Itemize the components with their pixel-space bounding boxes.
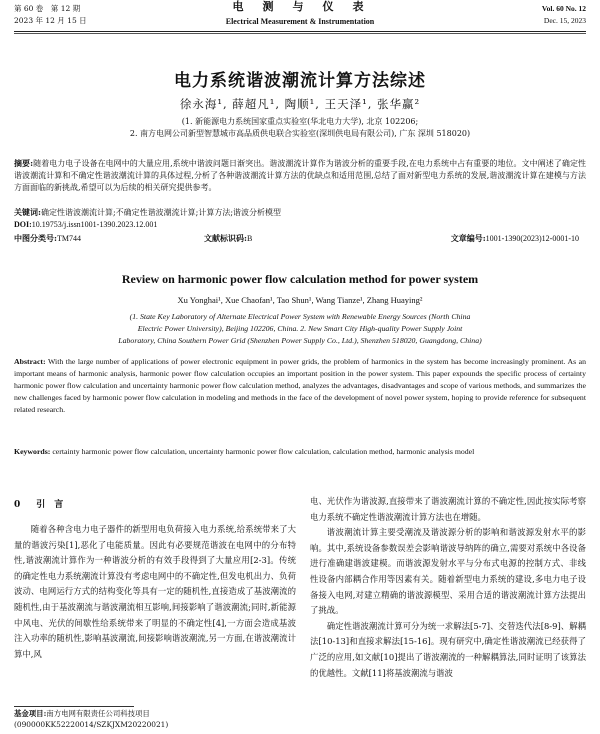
volume-en: Vol. 60 No. 12 [541,4,586,13]
funding-text: 南方电网有限责任公司科技项目(090000KK52220014/SZKJXM20220021) [14,709,169,729]
section-number: 0 [14,500,21,510]
article-number-label: 文章编号: [450,233,486,243]
abstract-en [14,356,586,416]
footnote-rule [14,706,134,707]
body-paragraph: 确定性谐波潮流计算可分为统一求解法[5-7]、交替迭代法[8-9]、解耦法[10-13]和直接求解法[15-16]。现有研究中,确定性谐波潮流已经获得了广泛的应用,如文献[10]提出了谐波潮流的一种解耦算法,同时证明了该算法的优越性。文献[11]将基波潮流与谐波 [310,620,586,678]
date-en: Dec. 15, 2023 [543,16,586,25]
body-paragraph: 随着各种含电力电子器件的新型用电负荷接入电力系统,给系统带来了大量的谐波污染[1],恶化了电能质量。因此有必要规范谐波在电网中的分布特性,谐波潮流计算作为一种谐波分析的有效手段得到了大量应用[2-3]。传统的确定性电力系统潮流计算没有考虑电网中的不确定性,但发电机出力、负荷波动、电网运行方式的结构变化等具有一定的随机性,直接造成了基波潮流的随机性,由于基波潮流与谐波潮流相互影响,间接影响了谐波潮流;同时,新能源中风电、光伏的间歇性给系统带来了明显的不确定性[4],一方面会造成基波注入功率的随机性,影响基波潮流,间接影响谐波潮流,另一方面,在谐波潮流计算中,风 [14,524,296,659]
keywords-cn [14,206,586,219]
clc-label: 中图分类号: [14,233,57,243]
affiliation-en-2: Electric Power University), Beijing 102206, China. 2. New Smart City High-quality Power Supply Joint [137,324,463,333]
header-rule-thin [14,33,586,34]
volume-cn: 第 60 卷 第 12 期 [14,4,81,13]
section-title: 引 言 [36,500,64,510]
doi-label: DOI: [14,220,32,229]
authors-en: Xu Yonghai¹, Xue Chaofan¹, Tao Shun¹, Wang Tianze¹, Zhang Huaying² [177,295,423,305]
journal-name-cn: 电 测 与 仪 表 [232,0,368,13]
abstract-cn [14,157,586,194]
header-rule [14,31,586,32]
body-column-right [310,494,586,681]
clc-value: TM744 [56,234,81,243]
abstract-en-text: With the large number of applications of power electronic equipment in power grids, the problem of harmonics in the system has become increasingly prominent. As an important means of harmonic analysis, harmonic power flow calculation occupies an important position in the power system. This paper expounds the specific process of certainty harmonic power flow calculation and uncertainty harmonic power flow calculation method, analyzes the advantages, disadvantages and scope of various methods, and summarizes the new challenges faced by harmonic power flow calculation in modeling and methods in the face of the development of novel power system, hoping to provide reference for subsequent related research. [14,357,587,414]
paper-title-en: Review on harmonic power flow calculation method for power system [121,272,479,286]
affiliation-cn-1: (1. 新能源电力系统国家重点实验室(华北电力大学), 北京 102206; [181,117,419,126]
funding-label: 基金项目: [14,709,47,718]
abstract-cn-label: 摘要: [14,158,34,168]
doc-code-label: 文献标识码: [204,233,247,243]
keywords-en [14,446,586,458]
affiliation-en-3: Laboratory, China Southern Power Grid (Shenzhen Power Supply Co., Ltd.), Shenzhen 518020, Guangdong, China) [118,336,482,345]
keywords-en-text: certainty harmonic power flow calculation, uncertainty harmonic power flow calculation, calculation method, harmonic analysis model [52,447,475,456]
body-column-left [14,522,296,662]
abstract-cn-text: 随着电力电子设备在电网中的大量应用,系统中谐波问题日渐突出。谐波潮流计算作为谐波分析的重要手段,在电力系统中占有重要的地位。文中阐述了确定性谐波潮流计算和不确定性谐波潮流计算的具体过程,分析了各种谐波潮流计算方法的优缺点和适用范围,总结了面对新型电力系统的发展,谐波潮流计算在建模与方法方面面临的新挑战,希望可以为后续的相关研究提供参考。 [14,159,587,192]
body-paragraph: 谐波潮流计算主要受潮流及谐波源分析的影响和谐波源发射水平的影响。其中,系统设备参数误差会影响谐波导纳阵的确立,需要对系统中各设备进行准确建谐波建模。而谐波源发射水平与分布式电源的控制方式、非线性设备内部耦合作用等因素有关。随着新型电力系统的建设,多电力电子设备接入电网,对建立精确的谐波源模型、采用合适的谐波潮流计算方法提出了挑战。 [310,527,586,616]
doc-code-value: B [246,234,253,243]
running-header [0,0,600,32]
paper-title-cn: 电力系统谐波潮流计算方法综述 [174,71,426,91]
section-heading-introduction [14,497,63,510]
classification-line [14,232,586,245]
keywords-cn-text: 确定性谐波潮流计算;不确定性谐波潮流计算;计算方法;谐波分析模型 [40,208,282,217]
doi-text: 10.19753/j.issn1001-1390.2023.12.001 [31,220,158,229]
funding-note [14,708,304,730]
article-number-value: 1001-1390(2023)12-0001-10 [485,234,579,243]
keywords-cn-label: 关键词: [14,207,41,217]
date-cn: 2023 年 12 月 15 日 [14,16,87,25]
keywords-en-label: Keywords: [14,447,51,456]
authors-cn: 徐永海¹, 薛超凡¹, 陶顺¹, 王天泽¹, 张华赢² [179,97,421,111]
body-paragraph: 电、光伏作为谐波源,直接带来了谐波潮流计算的不确定性,因此按实际考察电力系统不确定性谐波潮流计算方法也在增随。 [310,496,586,522]
affiliation-en-1: (1. State Key Laboratory of Alternate Electrical Power System with Renewable Energy Sources (North China [129,312,471,321]
doi-line [14,219,586,231]
affiliation-cn-2: 2. 南方电网公司新型智慧城市高品质供电联合实验室(深圳供电局有限公司), 广东 深圳 518020) [129,129,471,138]
abstract-en-label: Abstract: [14,357,46,366]
journal-name-en: Electrical Measurement & Instrumentation [225,17,375,26]
